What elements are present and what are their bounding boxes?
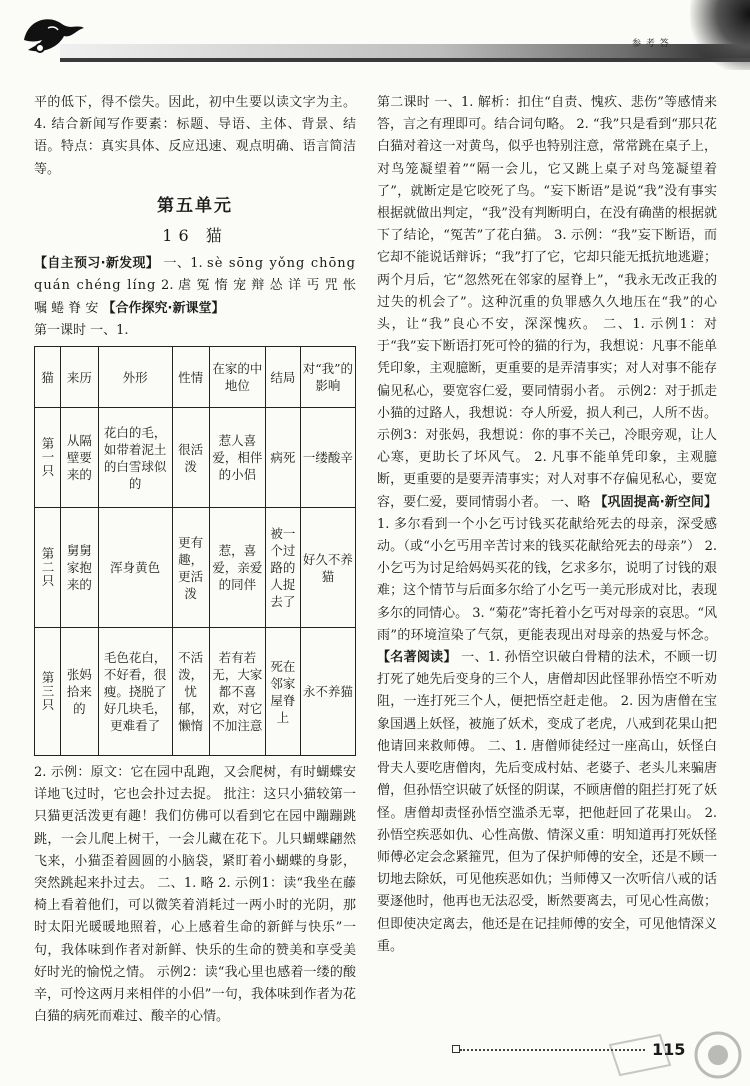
table-cell: 第三只	[35, 628, 61, 756]
table-cell: 从隔壁要来的	[60, 408, 98, 508]
section-tag-explore: 【合作探究·新课堂】	[102, 300, 225, 316]
classics-answers: 一、1. 孙悟空识破白骨精的法术，不顾一切打死了她先后变身的三个人，唐僧却因此怪罪孙悟空不听劝阻，一连打死三个人，便把悟空赶走他。 2. 因为唐僧在宝象国遇上妖怪，被施了妖术，变成了老虎，八戒到花果山把他请回来救师傅。 二、1. 唐僧师徒经过一座高山，妖怪白骨夫人要吃唐僧肉，先后变成村姑、老婆子、老头儿来骗唐僧，但孙悟空识破了妖怪的阴谋，不顾唐僧的阻拦打死了妖怪。唐僧却责怪孙悟空滥杀无辜，把他赶回了花果山。 2. 孙悟空疾恶如仇、心性高傲、情深义重：明知道再打死妖怪师傅必定会念紧箍咒，但为了保护师傅的安全，还是不顾一切地去除妖，可见他疾恶如仇；当师傅又一次听信八戒的话要逐他时，他再也无法忍受，断然要离去，可见心性高傲；但即使决定离去，他还是在记挂师傅的安全，可见他情深义重。	[377, 650, 717, 954]
left-para-1: 平的低下，得不偿失。因此，初中生要以读文字为主。 4. 结合新闻写作要素：标题、导语、主体、背景、结语。特点：真实具体、反应迅速、观点明确、语言简洁等。	[34, 95, 356, 177]
table-cell: 毛色花白，不好看，很瘦。挠脱了好几块毛，更难看了	[98, 628, 172, 756]
right-para-1	[377, 92, 717, 958]
section-tag-classics: 【名著阅读】	[377, 650, 457, 666]
table-cell: 一缕酸辛	[300, 408, 355, 508]
watermark-logo	[600, 1005, 750, 1086]
table-cell: 病死	[266, 408, 301, 508]
reading-answers: 1. 多尔看到一个小乞丐讨钱买花献给死去的母亲，深受感动。（或“小乞丐用辛苦讨来的钱买花献给死去的母亲”） 2. 小乞丐为讨足给妈妈买花的钱，乞求多尔，说明了讨钱的艰难；这个情节与后面多尔给了小乞丐一美元形成对比，表现多尔的同情心。 3. “菊花”寄托着小乞丐对母亲的哀思。“风雨”的环境渲染了气氛，更能表现出对母亲的热爱与怀念。	[377, 516, 717, 643]
unit-title: 第五单元	[157, 195, 233, 216]
second-period-text: 第二课时 一、1. 解析：扣住“自责、愧疚、悲伤”等感情来答，言之有理即可。结合词句略。 2. “我”只是看到“那只花白猫对着这一对黄鸟，似乎也特别注意，常常跳在桌子上，对鸟笼凝望着”“隔一会儿，它又跳上桌子对鸟笼凝望着了”，就断定是它咬死了鸟。“妄下断语”是说“我”没有事实根据就做出判定，“我”没有判断明白，在没有确凿的根据就下了结论，“冤苦”了花白猫。 3. 示例：“我”妄下断语，而它却不能说话辩诉；“我”打了它，它却只能无抵抗地逃避；两个月后，它“忽然死在邻家的屋脊上”，“我永无改正我的过失的机会了”。这种沉重的负罪感久久地压在“我”的心头，让“我”良心不安，深深愧疚。 二、1. 示例1：对于“我”妄下断语打死可怜的猫的行为，我想说：凡事不能单凭印象，主观臆断，更重要的是弄清事实；对人对事不能存偏见私心，要宽容仁爱，要同情弱小者。 示例2：对于抓走小猫的过路人，我想说：夺人所爱，损人利己，人所不齿。 示例3：对张妈，我想说：你的事不关己，冷眼旁观，让人心寒，更助长了坏风气。 2. 凡事不能单凭印象，主观臆断，更重要的是要弄清事实；对人对事不存偏见私心，要宽容，要仁爱，要同情弱小者。 一、略	[377, 95, 717, 510]
table-cell: 第一只	[35, 408, 61, 508]
table-row	[35, 508, 356, 628]
first-period-label: 第一课时 一、1.	[34, 322, 129, 338]
table-header-cell: 来历	[60, 347, 98, 408]
preview-chars: 2. 虐 冤 惰 宠 辩 怂 详 丐 咒 怅 嘱 蜷 脊 安	[34, 278, 357, 316]
table-header-cell: 外形	[98, 347, 172, 408]
table-header-cell: 结局	[266, 347, 301, 408]
pinyin-answers: sè sōng yǒng chōng quán chéng líng	[34, 256, 356, 294]
table-cell: 不活泼，忧郁，懒惰	[172, 628, 209, 756]
left-para-2: 2. 示例：原文：它在园中乱跑，又会爬树，有时蝴蝶安详地飞过时，它也会扑过去捉。 批注：这只小猫较第一只猫更活泼更有趣！我们仿佛可以看到它在园中蹦蹦跳跳，一会儿爬上树干，一会儿藏在花下。儿只蝴蝶翩然飞来，小猫歪着圆圆的小脑袋，紧盯着小蝴蝶的身影，突然跳起来扑过去。 二、1. 略 2. 示例1：读“我坐在藤椅上看着他们，可以微笑着消耗过一两小时的光阴，那时太阳光暖暖地照着，心上感着生命的新鲜与快乐”一句，我体味到作者对新鲜、快乐的生命的赞美和享受美好时光的愉悦之情。 示例2：读“我心里也感着一缕的酸辛，可怜这两月来相伴的小侣”一句，我体味到作者为花白猫的病死而难过、酸辛的心情。	[34, 765, 356, 1025]
table-cell: 浑身黄色	[98, 508, 172, 628]
section-tag-consolidate: 【巩固提高·新空间】	[594, 494, 717, 510]
table-cell: 死在邻家屋脊上	[266, 628, 301, 756]
left-column	[34, 92, 356, 1028]
table-header-cell: 对“我”的影响	[300, 347, 355, 408]
table-row	[35, 628, 356, 756]
footer-square-icon	[452, 1045, 460, 1053]
preview-lead: 一、1.	[159, 256, 208, 272]
table-cell: 舅舅家抱来的	[60, 508, 98, 628]
table-cell: 惹人喜爱，相伴的小侣	[209, 408, 265, 508]
table-cell: 更有趣，更活泼	[172, 508, 209, 628]
table-cell: 很活泼	[172, 408, 209, 508]
table-header-row	[35, 347, 356, 408]
table-cell: 被一个过路的人捉去了	[266, 508, 301, 628]
table-cell: 张妈拾来的	[60, 628, 98, 756]
table-header-cell: 在家的中地位	[209, 347, 265, 408]
table-header-cell: 猫	[35, 347, 61, 408]
table-cell: 花白的毛，如带着泥土的白雪球似的	[98, 408, 172, 508]
dragon-logo	[18, 10, 88, 58]
right-column	[377, 92, 717, 958]
section-tag-preview: 【自主预习·新发现】	[34, 256, 160, 272]
corner-shadow	[690, 0, 750, 70]
table-header-cell: 性情	[172, 347, 209, 408]
page-number: 115	[652, 1040, 686, 1059]
table-cell: 若有若无，大家都不喜欢，对它不加注意	[209, 628, 265, 756]
table-cell: 永不养猫	[300, 628, 355, 756]
lesson-title: 16 猫	[162, 226, 228, 246]
preview-section	[34, 253, 356, 320]
table-row	[35, 408, 356, 508]
table-cell: 第二只	[35, 508, 61, 628]
table-cell: 好久不养猫	[300, 508, 355, 628]
cats-comparison-table	[34, 346, 356, 756]
table-cell: 惹，喜爱，亲爱的同伴	[209, 508, 265, 628]
running-title: 参 考 答	[632, 39, 670, 49]
header-rule	[60, 58, 750, 62]
